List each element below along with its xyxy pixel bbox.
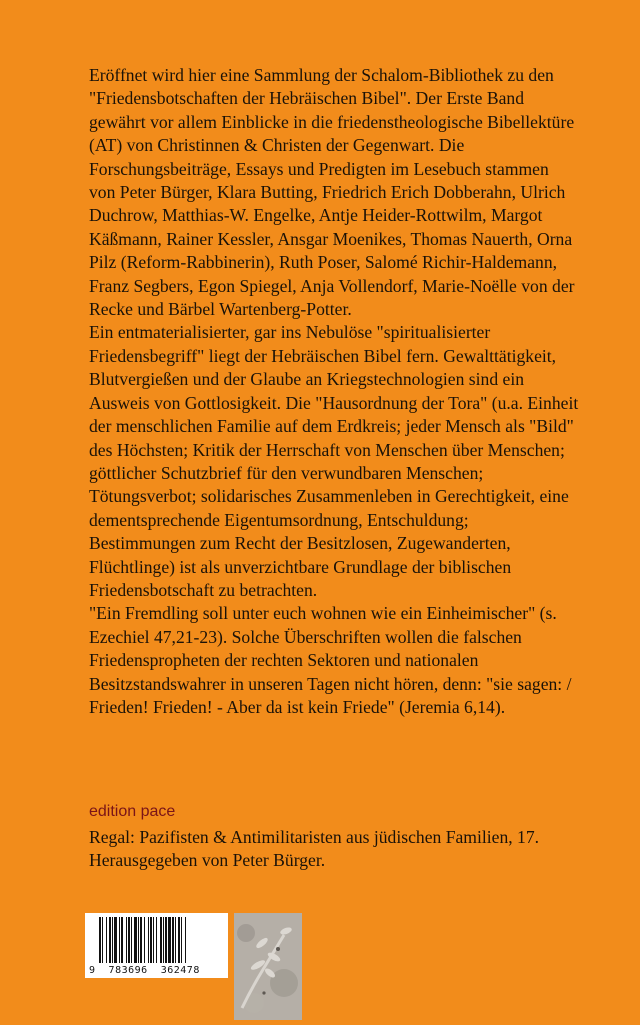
edition-label: edition pace <box>89 803 176 820</box>
series-line: Regal: Pazifisten & Antimilitaristen aus jüdischen Familien, 17. <box>89 827 540 847</box>
barcode-bars <box>85 913 228 965</box>
editor-line: Herausgegeben von Peter Bürger. <box>89 850 326 871</box>
quote-paragraph: "Ein Fremdling soll unter euch wohnen wie ein Einheimischer" (s. Ezechiel 47,21-23). Solche Überschriften wollen die falschen Friedenspropheten der rechten Sektoren und nationalen Besitzstandswahrer in unseren Tagen nicht hören, denn: "sie sagen: / Frieden! Frieden! - Aber da ist kein Friede" (Jeremia 6,14). <box>89 603 572 717</box>
imprint <box>89 826 599 873</box>
stone-relief-image <box>234 913 302 1020</box>
isbn-barcode <box>85 913 228 978</box>
intro-paragraph: Eröffnet wird hier eine Sammlung der Schalom-Bibliothek zu den "Friedensbotschaften der Hebräischen Bibel". Der Erste Band gewährt vor allem Einblicke in die friedenstheologische Bibellektüre (AT) von Christinnen & Christen der Gegenwart. Die Forschungsbeiträge, Essays und Predigten im Lesebuch stammen von Peter Bürger, Klara Butting, Friedrich Erich Dobberahn, Ulrich Duchrow, Matthias-W. Engelke, Antje Heider-Rottwilm, Margot Käßmann, Rainer Kessler, Ansgar Moenikes, Thomas Nauerth, Orna Pilz (Reform-Rabbinerin), Ruth Poser, Salomé Richir-Haldemann, Franz Segbers, Egon Spiegel, Anja Vollendorf, Marie-Noëlle von der Recke und Bärbel Wartenberg-Potter. <box>89 65 575 320</box>
torah-paragraph: Ein entmaterialisierter, gar ins Nebulöse "spiritualisierter Friedensbegriff" liegt der Hebräischen Bibel fern. Gewalttätigkeit, Blutvergießen und der Glaube an Kriegstechnologien sind ein Ausweis von Gottlosigkeit. Die "Hausordnung der Tora" (u.a. Einheit der menschlichen Familie auf dem Erdkreis; jeder Mensch als "Bild" des Höchsten; Kritik der Herrschaft von Menschen über Menschen; göttlicher Schutzbrief für den verwundbaren Menschen; Tötungsverbot; solidarisches Zusammenleben in Gerechtigkeit, eine dementsprechende Eigentumsordnung, Entschuldung; Bestimmungen zum Recht der Besitzlosen, Zugewanderten, Flüchtlinge) ist als unverzichtbare Grundlage der biblischen Friedensbotschaft zu betrachten. <box>89 322 579 600</box>
barcode-digits: 9 783696 362478 <box>89 965 200 976</box>
back-cover-text <box>89 64 579 719</box>
